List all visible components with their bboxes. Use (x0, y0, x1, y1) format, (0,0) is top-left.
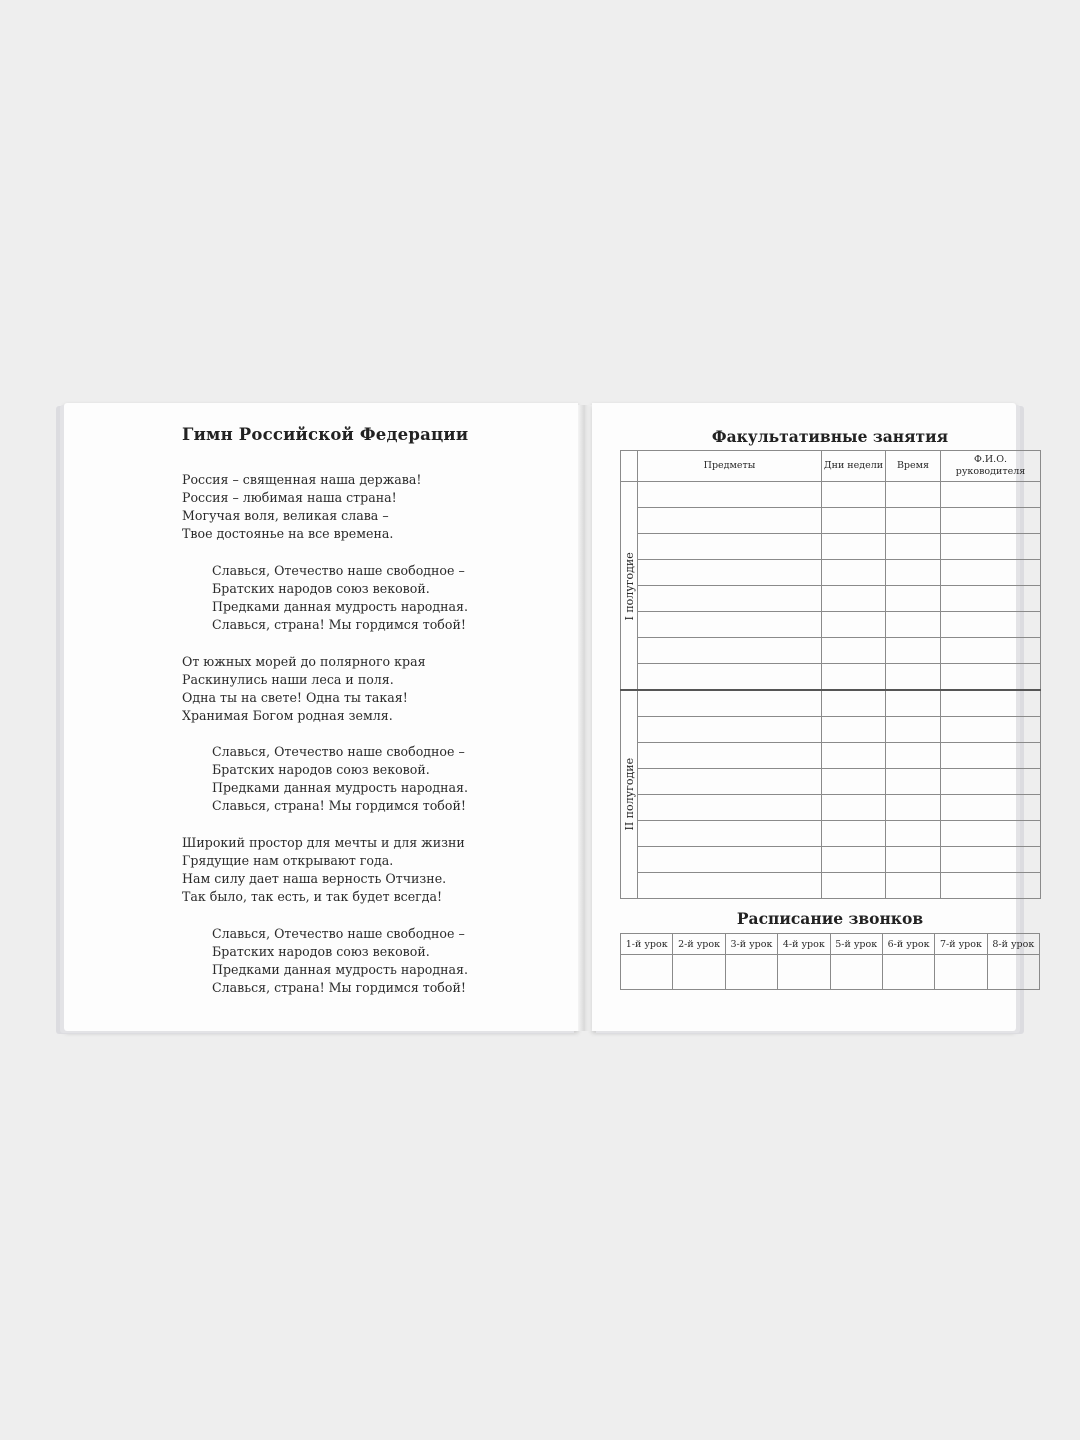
chorus-line: Славься, Отечество наше свободное – (212, 926, 465, 941)
table-cell[interactable] (638, 821, 822, 847)
lesson-4-header: 4-й урок (778, 934, 830, 955)
table-cell[interactable] (886, 847, 941, 873)
table-cell[interactable] (941, 847, 1041, 873)
chorus-line: Славься, страна! Мы гордимся тобой! (212, 980, 466, 996)
anthem-chorus-3 (212, 925, 468, 997)
chorus-line: Братских народов союз вековой. (212, 581, 430, 597)
table-cell[interactable] (941, 743, 1041, 769)
table-cell[interactable] (941, 508, 1041, 534)
table-row (621, 664, 1041, 691)
table-cell[interactable] (638, 664, 822, 691)
chorus-line: Предками данная мудрость народная. (212, 780, 468, 796)
table-cell[interactable] (886, 638, 941, 664)
table-cell[interactable] (886, 795, 941, 821)
anthem-verse-1 (182, 471, 421, 543)
table-cell[interactable] (822, 821, 886, 847)
table-cell[interactable] (822, 769, 886, 795)
table-cell[interactable] (638, 873, 822, 899)
header-subjects: Предметы (638, 451, 822, 482)
table-row (621, 743, 1041, 769)
bell-time-cell[interactable] (778, 955, 830, 990)
bell-time-cell[interactable] (621, 955, 673, 990)
table-cell[interactable] (638, 560, 822, 586)
table-row (621, 690, 1041, 717)
optional-classes-title: Факультативные занятия (711, 427, 949, 446)
verse-line: От южных морей до полярного края (182, 654, 426, 669)
lesson-1-header: 1-й урок (621, 934, 673, 955)
table-cell[interactable] (638, 795, 822, 821)
table-cell[interactable] (886, 508, 941, 534)
table-cell[interactable] (886, 743, 941, 769)
table-row (621, 795, 1041, 821)
table-cell[interactable] (822, 717, 886, 743)
table-cell[interactable] (822, 638, 886, 664)
table-row (621, 873, 1041, 899)
chorus-line: Славься, страна! Мы гордимся тобой! (212, 798, 466, 814)
table-cell[interactable] (941, 664, 1041, 691)
notebook-spine (578, 405, 592, 1031)
header-teacher-name: Ф.И.О. руководителя (941, 451, 1041, 482)
table-cell[interactable] (822, 482, 886, 508)
lesson-5-header: 5-й урок (830, 934, 882, 955)
chorus-line: Славься, Отечество наше свободное – (212, 744, 465, 759)
table-cell[interactable] (941, 534, 1041, 560)
verse-line: Одна ты на свете! Одна ты такая! (182, 690, 408, 706)
second-half-label: II полугодие (621, 690, 638, 899)
table-cell[interactable] (822, 560, 886, 586)
left-page (64, 403, 578, 1031)
bell-time-cell[interactable] (673, 955, 725, 990)
verse-line: Хранимая Богом родная земля. (182, 708, 393, 724)
table-cell[interactable] (886, 717, 941, 743)
table-row (621, 534, 1041, 560)
chorus-line: Братских народов союз вековой. (212, 762, 430, 778)
table-cell[interactable] (941, 612, 1041, 638)
table-cell[interactable] (822, 664, 886, 691)
table-cell[interactable] (822, 690, 886, 717)
table-cell[interactable] (822, 795, 886, 821)
table-cell[interactable] (941, 717, 1041, 743)
table-row (621, 769, 1041, 795)
table-cell[interactable] (822, 508, 886, 534)
bell-schedule-title: Расписание звонков (736, 909, 924, 928)
table-cell[interactable] (822, 847, 886, 873)
anthem-chorus-2 (212, 743, 468, 815)
table-cell[interactable] (941, 821, 1041, 847)
table-cell[interactable] (638, 586, 822, 612)
verse-line: Твое достоянье на все времена. (182, 526, 394, 542)
table-cell[interactable] (638, 690, 822, 717)
table-cell[interactable] (638, 612, 822, 638)
table-cell[interactable] (886, 560, 941, 586)
table-cell[interactable] (638, 769, 822, 795)
right-page (592, 403, 1035, 1031)
lesson-7-header: 7-й урок (935, 934, 987, 955)
table-cell[interactable] (638, 847, 822, 873)
optional-classes-table (620, 450, 1041, 899)
bell-time-cell[interactable] (882, 955, 934, 990)
table-cell[interactable] (886, 664, 941, 691)
chorus-line: Братских народов союз вековой. (212, 944, 430, 960)
anthem-chorus-1 (212, 562, 468, 634)
bell-time-cell[interactable] (935, 955, 987, 990)
table-row (621, 638, 1041, 664)
table-cell[interactable] (638, 638, 822, 664)
table-cell[interactable] (886, 586, 941, 612)
table-cell[interactable] (886, 482, 941, 508)
chorus-line: Славься, Отечество наше свободное – (212, 563, 465, 578)
table-cell[interactable] (638, 482, 822, 508)
table-row (621, 508, 1041, 534)
table-row (621, 482, 1041, 508)
table-row (621, 717, 1041, 743)
bell-time-cell[interactable] (830, 955, 882, 990)
verse-line: Россия – священная наша держава! (182, 472, 422, 487)
chorus-line: Предками данная мудрость народная. (212, 962, 468, 978)
verse-line: Широкий простор для мечты и для жизни (182, 835, 465, 850)
lesson-3-header: 3-й урок (725, 934, 777, 955)
verse-line: Раскинулись наши леса и поля. (182, 672, 394, 688)
table-row (621, 560, 1041, 586)
lesson-6-header: 6-й урок (882, 934, 934, 955)
table-cell[interactable] (886, 873, 941, 899)
verse-line: Нам силу дает наша верность Отчизне. (182, 871, 447, 887)
verse-line: Россия – любимая наша страна! (182, 490, 397, 506)
chorus-line: Славься, страна! Мы гордимся тобой! (212, 617, 466, 633)
header-blank (621, 451, 638, 482)
lesson-8-header: 8-й урок (987, 934, 1039, 955)
table-cell[interactable] (886, 821, 941, 847)
table-cell[interactable] (822, 743, 886, 769)
table-row (621, 847, 1041, 873)
header-weekdays: Дни недели (822, 451, 886, 482)
table-cell[interactable] (941, 638, 1041, 664)
bell-times-row (621, 955, 1040, 990)
table-cell[interactable] (886, 612, 941, 638)
table-cell[interactable] (941, 795, 1041, 821)
table-row (621, 612, 1041, 638)
anthem-title: Гимн Российской Федерации (182, 425, 469, 444)
first-half-label: I полугодие (621, 482, 638, 691)
header-time: Время (886, 451, 941, 482)
table-cell[interactable] (638, 508, 822, 534)
open-notebook (50, 403, 1035, 1033)
chorus-line: Предками данная мудрость народная. (212, 599, 468, 615)
table-header-row (621, 451, 1041, 482)
bell-time-cell[interactable] (725, 955, 777, 990)
table-cell[interactable] (941, 690, 1041, 717)
table-cell[interactable] (941, 873, 1041, 899)
verse-line: Так было, так есть, и так будет всегда! (182, 889, 443, 905)
table-cell[interactable] (886, 690, 941, 717)
bell-schedule-table (620, 933, 1040, 990)
table-row (621, 821, 1041, 847)
bell-time-cell[interactable] (987, 955, 1039, 990)
table-cell[interactable] (941, 769, 1041, 795)
bell-header-row (621, 934, 1040, 955)
anthem-verse-2 (182, 653, 426, 725)
verse-line: Грядущие нам открывают года. (182, 853, 394, 869)
table-cell[interactable] (638, 743, 822, 769)
anthem-verse-3 (182, 834, 465, 906)
table-cell[interactable] (941, 586, 1041, 612)
table-cell[interactable] (822, 586, 886, 612)
table-cell[interactable] (941, 482, 1041, 508)
lesson-2-header: 2-й урок (673, 934, 725, 955)
table-cell[interactable] (638, 534, 822, 560)
table-cell[interactable] (822, 534, 886, 560)
table-cell[interactable] (638, 717, 822, 743)
table-cell[interactable] (941, 560, 1041, 586)
verse-line: Могучая воля, великая слава – (182, 508, 389, 524)
table-cell[interactable] (886, 769, 941, 795)
table-cell[interactable] (822, 612, 886, 638)
table-cell[interactable] (822, 873, 886, 899)
table-row (621, 586, 1041, 612)
table-cell[interactable] (886, 534, 941, 560)
